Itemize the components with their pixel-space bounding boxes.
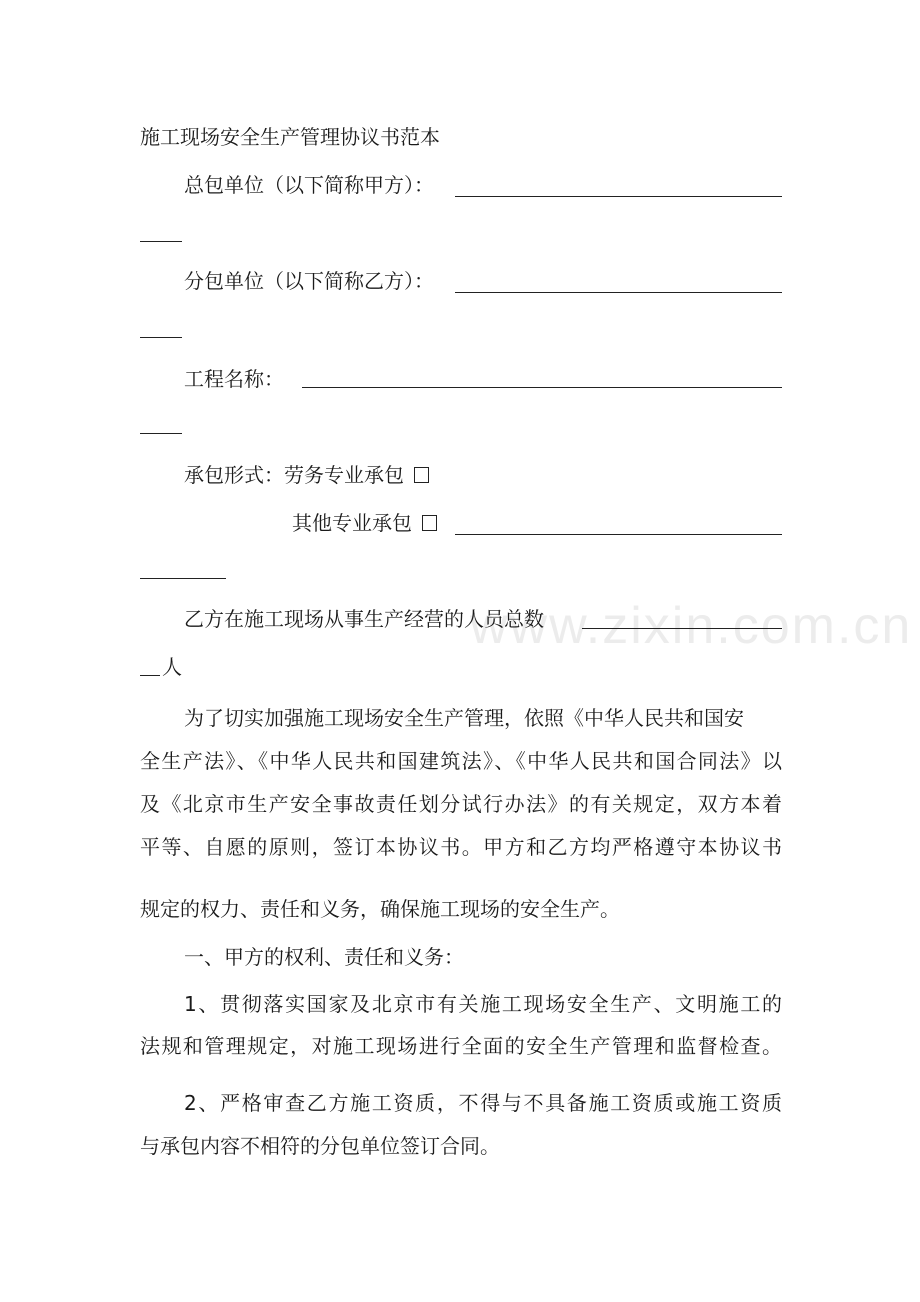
subcontractor-label: 分包单位（以下简称乙方）： (184, 269, 434, 293)
staff-count-blank[interactable] (582, 628, 782, 629)
option-other-checkbox[interactable] (422, 515, 437, 531)
item2-line-1: 2、严格审查乙方施工资质，不得与不具备施工资质或施工资质 (184, 1091, 782, 1115)
subcontractor-blank-cont[interactable] (140, 337, 182, 338)
section1-heading: 一、甲方的权利、责任和义务： (184, 945, 464, 969)
general-contractor-label: 总包单位（以下简称甲方）： (184, 173, 434, 197)
general-contractor-blank[interactable] (455, 196, 782, 197)
general-contractor-blank-cont[interactable] (140, 241, 182, 242)
watermark: www.zixin.com.cn (470, 597, 913, 655)
intro-line-5: 规定的权力、责任和义务，确保施工现场的安全生产。 (140, 897, 620, 921)
intro-line-3: 及《北京市生产安全事故责任划分试行办法》的有关规定，双方本着 (140, 792, 782, 816)
staff-count-label: 乙方在施工现场从事生产经营的人员总数 (184, 607, 544, 631)
intro-line-2: 全生产法》、《中华人民共和国建筑法》、《中华人民共和国合同法》以 (140, 749, 782, 773)
intro-line-4: 平等、自愿的原则，签订本协议书。甲方和乙方均严格遵守本协议书 (140, 835, 782, 859)
project-name-blank-cont[interactable] (140, 433, 182, 434)
staff-count-unit: 人 (162, 655, 182, 679)
project-name-label: 工程名称： (184, 367, 284, 391)
item2-line-2: 与承包内容不相符的分包单位签订合同。 (140, 1134, 500, 1158)
option-labor-label: 劳务专业承包 (284, 463, 404, 487)
item1-line-1: 1、贯彻落实国家及北京市有关施工现场安全生产、文明施工的 (184, 992, 782, 1016)
option-labor-checkbox[interactable] (414, 467, 429, 483)
option-other-label: 其他专业承包 (292, 511, 412, 535)
contract-form-other-row (292, 508, 437, 538)
option-other-blank[interactable] (455, 534, 782, 535)
contract-form-row (184, 460, 429, 490)
project-name-blank[interactable] (302, 387, 782, 388)
intro-line-1: 为了切实加强施工现场安全生产管理，依照《中华人民共和国安 (184, 706, 744, 730)
contract-form-label: 承包形式： (184, 463, 284, 487)
option-other-blank-cont[interactable] (140, 578, 226, 579)
staff-count-blank-cont[interactable] (140, 675, 160, 676)
subcontractor-blank[interactable] (455, 292, 782, 293)
item1-line-2: 法规和管理规定，对施工现场进行全面的安全生产管理和监督检查。 (140, 1034, 782, 1058)
document-title: 施工现场安全生产管理协议书范本 (140, 125, 440, 149)
